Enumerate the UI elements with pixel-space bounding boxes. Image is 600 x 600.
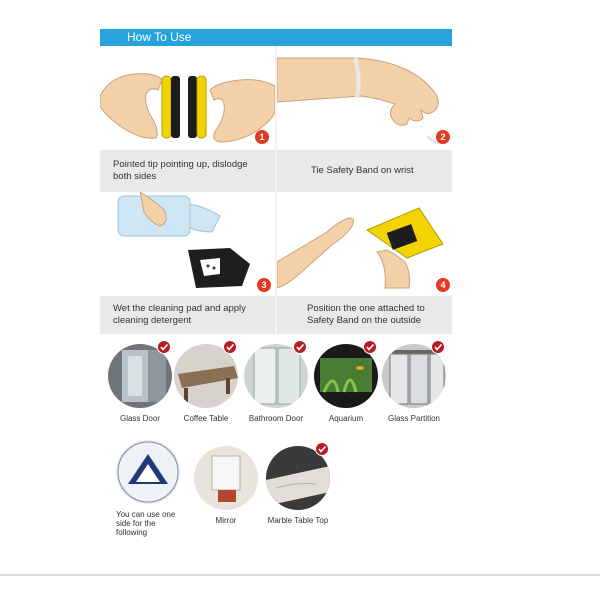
step-3-caption-line2: cleaning detergent [113,315,192,326]
use-aquarium [309,344,383,423]
step-2-caption-line1: Tie Safety Band on wrist [311,165,414,176]
use-label: Bathroom Door [248,414,304,423]
step-2-number-badge: 2 [436,130,450,144]
header-title: How To Use [127,30,192,44]
step-4-caption-line1: Position the one attached to [307,303,425,314]
use-glass-partition [377,344,451,423]
single-side-cleaner-photo-icon [116,440,180,504]
use-label-line3: following [116,528,148,537]
checkmark-icon [293,340,307,354]
use-coffee-table [169,344,243,423]
step-3-caption [100,296,275,334]
use-label: Aquarium [328,414,364,423]
use-label-line1: You can use one [116,510,176,519]
checkmark-icon [363,340,377,354]
use-label: Glass Door [119,414,160,423]
step-4-image [277,192,452,296]
step-1-number-badge: 1 [255,130,269,144]
use-single-side-note [116,440,190,537]
hands-separating-cleaner-icon [100,46,275,150]
step-4-caption-line2: Safety Band on the outside [307,315,422,326]
use-label: Glass Partition [387,414,441,423]
step-3-image [100,192,275,296]
step-1-caption-line2: both sides [113,171,157,182]
mirror-photo-icon [194,446,258,510]
use-label: Mirror [215,516,237,525]
step-1-image [100,46,275,150]
hand-with-safety-band-icon [277,46,452,150]
step-2-caption [277,150,452,192]
step-1-caption-line1: Pointed tip pointing up, dislodge [113,159,248,170]
use-label: Marble Table Top [267,516,329,525]
use-marble-table-top [261,446,335,525]
checkmark-icon [315,442,329,456]
step-4-number-badge: 4 [436,278,450,292]
grid-divider [275,46,277,334]
use-label: Coffee Table [183,414,229,423]
step-3-number-badge: 3 [257,278,271,292]
checkmark-icon [431,340,445,354]
detergent-bottle-and-pad-icon [100,192,275,296]
hands-positioning-cleaner-icon [277,192,452,296]
use-label [116,510,190,537]
checkmark-icon [223,340,237,354]
use-bathroom-door [239,344,313,423]
step-1-caption [100,150,275,192]
step-4-caption [277,296,452,334]
how-to-use-header [100,29,452,46]
bottom-divider [0,574,600,576]
step-3-caption-line1: Wet the cleaning pad and apply [113,303,246,314]
step-2-image [277,46,452,150]
use-mirror [189,446,263,525]
use-label-line2: side for the [116,519,156,528]
use-glass-door [103,344,177,423]
